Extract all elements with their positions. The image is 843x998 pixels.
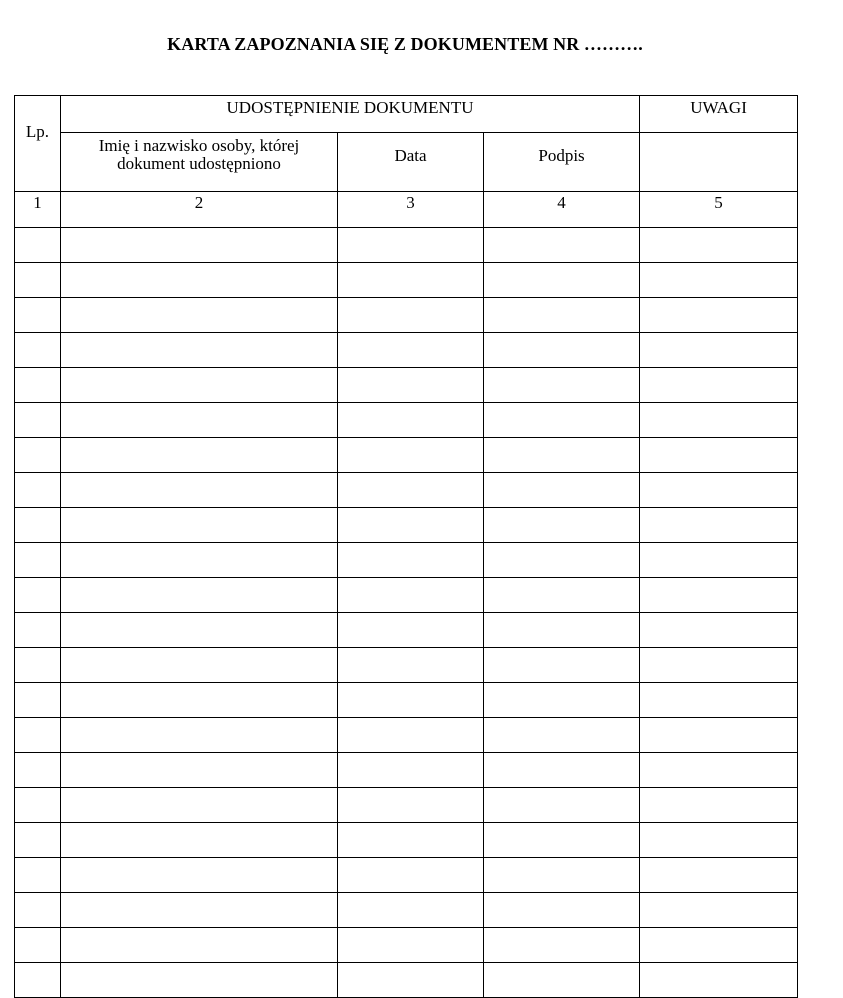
table-cell bbox=[15, 403, 61, 438]
table-cell bbox=[15, 648, 61, 683]
table-cell bbox=[338, 928, 484, 963]
table-row bbox=[15, 613, 798, 648]
table-cell bbox=[338, 683, 484, 718]
table-cell bbox=[61, 473, 338, 508]
table-row bbox=[15, 438, 798, 473]
table-cell bbox=[484, 333, 640, 368]
table-cell bbox=[61, 788, 338, 823]
table-cell bbox=[484, 543, 640, 578]
table-cell bbox=[61, 613, 338, 648]
table-cell bbox=[640, 823, 798, 858]
table-cell bbox=[61, 963, 338, 998]
table-cell bbox=[484, 508, 640, 543]
table-cell bbox=[15, 928, 61, 963]
table-cell bbox=[15, 683, 61, 718]
table-cell bbox=[338, 823, 484, 858]
table-cell bbox=[640, 648, 798, 683]
table-cell bbox=[61, 438, 338, 473]
table-cell bbox=[15, 473, 61, 508]
column-number-row bbox=[15, 192, 798, 228]
header-uwagi: UWAGI bbox=[640, 96, 798, 133]
table-cell bbox=[484, 928, 640, 963]
table-cell bbox=[484, 858, 640, 893]
table-cell bbox=[61, 228, 338, 263]
table-cell bbox=[15, 753, 61, 788]
table-row bbox=[15, 263, 798, 298]
table-cell bbox=[484, 893, 640, 928]
table-cell bbox=[640, 578, 798, 613]
table-cell bbox=[61, 263, 338, 298]
table-cell bbox=[640, 403, 798, 438]
table-cell bbox=[338, 298, 484, 333]
table-cell bbox=[61, 753, 338, 788]
table-cell bbox=[484, 788, 640, 823]
table-row bbox=[15, 368, 798, 403]
table-cell bbox=[640, 788, 798, 823]
table-cell bbox=[61, 298, 338, 333]
table-cell bbox=[15, 893, 61, 928]
table-cell bbox=[15, 438, 61, 473]
table-row bbox=[15, 683, 798, 718]
table-row bbox=[15, 858, 798, 893]
table-cell bbox=[15, 543, 61, 578]
table-cell bbox=[484, 578, 640, 613]
table-cell bbox=[484, 403, 640, 438]
acknowledgement-table bbox=[14, 95, 798, 998]
header-row-1 bbox=[15, 96, 798, 133]
table-cell bbox=[484, 368, 640, 403]
table-cell bbox=[15, 298, 61, 333]
table-cell bbox=[338, 473, 484, 508]
table-cell bbox=[484, 613, 640, 648]
table-cell bbox=[338, 368, 484, 403]
table-cell bbox=[338, 893, 484, 928]
header-row-2 bbox=[15, 133, 798, 192]
table-row bbox=[15, 403, 798, 438]
header-signature: Podpis bbox=[484, 133, 640, 192]
table-row bbox=[15, 333, 798, 368]
table-cell bbox=[640, 473, 798, 508]
table-row bbox=[15, 823, 798, 858]
table-cell bbox=[640, 753, 798, 788]
table-cell bbox=[61, 578, 338, 613]
table-cell bbox=[15, 368, 61, 403]
column-number: 2 bbox=[61, 192, 338, 228]
table-cell bbox=[15, 263, 61, 298]
table-row bbox=[15, 473, 798, 508]
table-cell bbox=[484, 718, 640, 753]
table-cell bbox=[484, 683, 640, 718]
table-cell bbox=[640, 858, 798, 893]
table-cell bbox=[61, 543, 338, 578]
table-cell bbox=[338, 718, 484, 753]
table-row bbox=[15, 893, 798, 928]
header-group: UDOSTĘPNIENIE DOKUMENTU bbox=[61, 96, 640, 133]
table-cell bbox=[484, 753, 640, 788]
table-cell bbox=[484, 473, 640, 508]
table-cell bbox=[338, 753, 484, 788]
table-cell bbox=[640, 298, 798, 333]
table-cell bbox=[338, 438, 484, 473]
table-cell bbox=[15, 508, 61, 543]
table-cell bbox=[15, 228, 61, 263]
table-cell bbox=[640, 368, 798, 403]
table-cell bbox=[61, 718, 338, 753]
table-cell bbox=[61, 368, 338, 403]
table-cell bbox=[338, 788, 484, 823]
table-cell bbox=[338, 543, 484, 578]
table-cell bbox=[640, 508, 798, 543]
table-row bbox=[15, 648, 798, 683]
table-row bbox=[15, 298, 798, 333]
table-cell bbox=[61, 648, 338, 683]
table-cell bbox=[338, 578, 484, 613]
table-cell bbox=[15, 333, 61, 368]
header-uwagi-blank bbox=[640, 133, 798, 192]
table-cell bbox=[484, 963, 640, 998]
table-cell bbox=[61, 403, 338, 438]
table-row bbox=[15, 228, 798, 263]
header-name-line2: dokument udostępniono bbox=[117, 154, 281, 173]
table-cell bbox=[338, 333, 484, 368]
column-number: 4 bbox=[484, 192, 640, 228]
table-cell bbox=[484, 648, 640, 683]
header-name-line1: Imię i nazwisko osoby, której bbox=[98, 136, 300, 155]
column-number: 3 bbox=[338, 192, 484, 228]
table-cell bbox=[640, 438, 798, 473]
table-cell bbox=[15, 823, 61, 858]
table-cell bbox=[640, 683, 798, 718]
table-cell bbox=[484, 438, 640, 473]
table-row bbox=[15, 928, 798, 963]
table-row bbox=[15, 753, 798, 788]
table-cell bbox=[61, 683, 338, 718]
table-cell bbox=[338, 228, 484, 263]
table-cell bbox=[338, 403, 484, 438]
table-row bbox=[15, 718, 798, 753]
table-cell bbox=[15, 613, 61, 648]
table-cell bbox=[640, 333, 798, 368]
header-date: Data bbox=[338, 133, 484, 192]
table-cell bbox=[15, 578, 61, 613]
table-cell bbox=[338, 648, 484, 683]
table-cell bbox=[640, 963, 798, 998]
table-cell bbox=[640, 928, 798, 963]
table-cell bbox=[338, 613, 484, 648]
table-cell bbox=[61, 508, 338, 543]
table-cell bbox=[15, 718, 61, 753]
header-name bbox=[61, 133, 338, 192]
table-cell bbox=[338, 963, 484, 998]
table-cell bbox=[640, 543, 798, 578]
table-row bbox=[15, 788, 798, 823]
table-cell bbox=[61, 928, 338, 963]
table-cell bbox=[338, 858, 484, 893]
table-cell bbox=[61, 333, 338, 368]
table-cell bbox=[484, 823, 640, 858]
column-number: 1 bbox=[15, 192, 61, 228]
table-row bbox=[15, 578, 798, 613]
table-cell bbox=[338, 508, 484, 543]
table-cell bbox=[484, 298, 640, 333]
document-title: KARTA ZAPOZNANIA SIĘ Z DOKUMENTEM NR ………. bbox=[167, 34, 643, 54]
table-cell bbox=[15, 858, 61, 893]
table-cell bbox=[640, 893, 798, 928]
table-cell bbox=[15, 788, 61, 823]
table-cell bbox=[640, 228, 798, 263]
table-cell bbox=[640, 718, 798, 753]
table-cell bbox=[61, 893, 338, 928]
table-cell bbox=[61, 858, 338, 893]
header-lp: Lp. bbox=[15, 96, 61, 192]
table-cell bbox=[338, 263, 484, 298]
table-row bbox=[15, 963, 798, 998]
table-cell bbox=[484, 263, 640, 298]
table-cell bbox=[640, 613, 798, 648]
table-cell bbox=[15, 963, 61, 998]
table-cell bbox=[640, 263, 798, 298]
table-row bbox=[15, 508, 798, 543]
table-cell bbox=[484, 228, 640, 263]
table-row bbox=[15, 543, 798, 578]
column-number: 5 bbox=[640, 192, 798, 228]
table-cell bbox=[61, 823, 338, 858]
